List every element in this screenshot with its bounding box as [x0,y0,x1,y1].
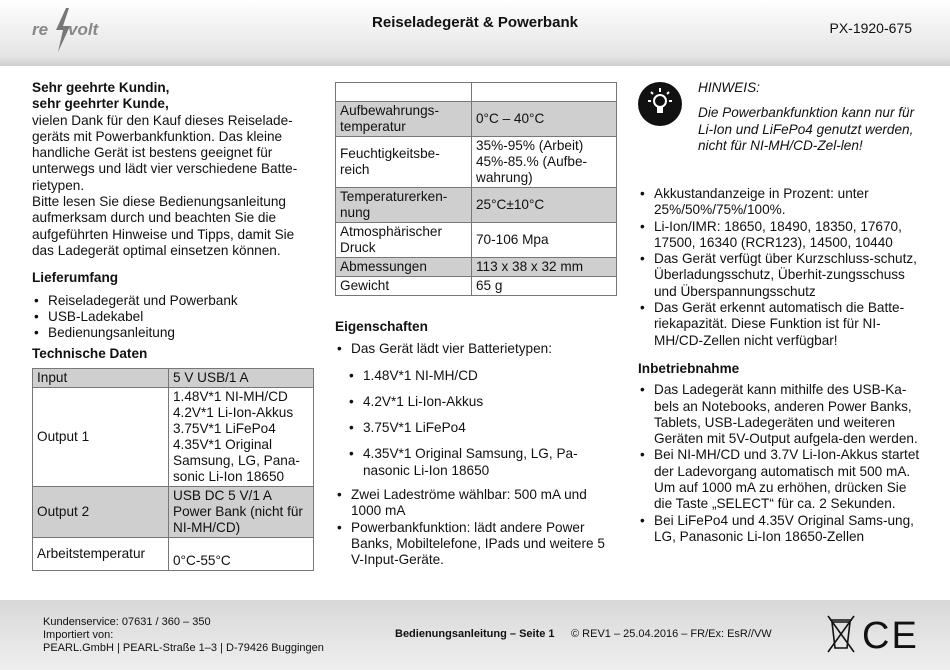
tech-heading: Technische Daten [32,346,148,362]
column-left [32,80,314,571]
revision-info: © REV1 – 25.04.2016 – FR/Ex: EsR//VW [571,628,772,640]
document-title: Reiseladegerät & Powerbank [372,14,578,31]
table-value: 70-106 Mpa [472,223,617,258]
list-item: • Reiseladegerät und Powerbank [32,293,314,309]
properties-list [335,341,617,357]
list-item: • 4.2V*1 Li-Ion-Akkus [347,394,605,410]
column-right [638,80,920,545]
lightbulb-icon [638,82,682,126]
table-value: 0°C-55°C [169,537,314,570]
list-item: • Das Gerät lädt vier Batterietypen: [335,341,617,357]
table-key: Input [33,368,169,387]
table-key: Atmosphärischer Druck [336,223,472,258]
table-value: USB DC 5 V/1 A Power Bank (nicht für NI-MH/CD) [169,486,314,537]
list-item: • Bei NI-MH/CD und 3.7V Li-Ion-Akkus startet der Ladevorgang automatisch mit 500 mA. Um auf 1000 mA zu erhöhen, drücken Sie die Taste „SELECT“ für ca. 2 Sekunden. [638,447,920,512]
list-item: • Das Ladegerät kann mithilfe des USB-Ka-bels an Notebooks, anderen Power Banks, Tablets, USB-Ladegeräten und weiteren Geräten mit 5V-Output aufgela-den werden. [638,382,920,447]
table-row [336,102,617,137]
list-item: • Powerbankfunktion: lädt andere Power Banks, Mobiltelefone, IPads und weitere 5 V-Input-Geräte. [335,520,617,569]
list-item: • Bei LiFePo4 und 4.35V Original Sams-ung, LG, Panasonic Li-Ion 18650-Zellen [638,513,920,546]
list-item: • Bedienungsanleitung [32,325,314,341]
table-key: Output 1 [33,387,169,486]
intro-paragraph: vielen Dank für den Kauf dieses Reiselade-geräts mit Powerbankfunktion. Das kleine handliche Gerät ist bestens geeignet für unterwegs und lädt vier verschiedene Batte-rietypen. [32,112,298,193]
table-key: Abmessungen [336,258,472,277]
table-key: Aufbewahrungs-temperatur [336,102,472,137]
greeting-line-2: sehr geehrter Kunde, [32,96,169,112]
table-value: 35%-95% (Arbeit) 45%-85.% (Aufbe-wahrung) [472,137,617,188]
logo-text-re: re [32,20,49,39]
table-value [472,83,617,102]
table-key [336,83,472,102]
table-row [336,223,617,258]
hint-text: Die Powerbankfunktion kann nur für Li-Ion und LiFePo4 genutzt werden, nicht für NI-MH/CD-Zel-len! [698,105,915,153]
table-row [336,137,617,188]
table-row [33,537,314,570]
table-key: Feuchtigkeitsbe-reich [336,137,472,188]
logo-text-volt: volt [68,20,99,39]
hint-box [638,80,920,180]
page-number: Bedienungsanleitung – Seite 1 [395,628,555,640]
scope-heading: Lieferumfang [32,270,119,286]
ce-mark: CE [862,615,919,654]
greeting-line-1: Sehr geehrte Kundin, [32,80,170,95]
table-value: 5 V USB/1 A [169,368,314,387]
table-key: Gewicht [336,277,472,296]
company-address: PEARL.GmbH | PEARL-Straße 1–3 | D-79426 Buggingen [43,642,324,654]
table-value: 113 x 38 x 32 mm [472,258,617,277]
table-row [33,368,314,387]
list-item: • 3.75V*1 LiFePo4 [347,420,605,436]
compliance-marks [826,614,921,659]
table-key: Arbeitstemperatur [33,537,169,570]
table-value: 65 g [472,277,617,296]
page-header [0,0,950,66]
battery-type-list [347,368,605,479]
table-value: 0°C – 40°C [472,102,617,137]
list-item: • Li-Ion/IMR: 18650, 18490, 18350, 17670, 17500, 16340 (RCR123), 14500, 10440 [638,219,920,252]
table-row [33,486,314,537]
intro-paragraph-2: Bitte lesen Sie diese Bedienungsanleitung aufmerksam durch und beachten Sie die aufgeführten Hinweise und Tipps, damit Sie das Ladegerät optimal einsetzen können. [32,194,295,258]
startup-list [638,382,920,545]
table-row [336,188,617,223]
page-footer [0,600,950,670]
table-row [336,83,617,102]
list-item: • Das Gerät verfügt über Kurzschluss-schutz, Überladungsschutz, Überhit-zungsschuss und Überspannungsschutz [638,251,920,300]
footer-contact [43,616,324,655]
weee-bin-icon [828,616,854,652]
table-key: Output 2 [33,486,169,537]
properties-list-more [335,487,617,568]
product-code: PX-1920-675 [829,20,912,36]
table-row [336,258,617,277]
list-item: • Das Gerät erkennt automatisch die Batte-riekapazität. Diese Funktion ist für NI-MH/CD-Zellen nicht verfügbar! [638,300,920,349]
list-item: • Akkustandanzeige in Prozent: unter 25%/50%/75%/100%. [638,186,920,219]
tech-table-continued [335,82,617,296]
list-item: • 1.48V*1 NI-MH/CD [347,368,605,384]
table-key: Temperaturerken-nung [336,188,472,223]
list-item: • USB-Ladekabel [32,309,314,325]
hint-text-block [698,80,920,154]
hint-title: HINWEIS: [698,80,760,95]
list-item: • 4.35V*1 Original Samsung, LG, Pa-nasonic Li-Ion 18650 [347,446,605,479]
table-row [33,387,314,486]
imported-by-label: Importiert von: [43,629,114,641]
table-value: 1.48V*1 NI-MH/CD 4.2V*1 Li-Ion-Akkus 3.75V*1 LiFePo4 4.35V*1 Original Samsung, LG, Pana-sonic Li-Ion 18650 [169,387,314,486]
customer-service: Kundenservice: 07631 / 360 – 350 [43,616,211,628]
tech-table [32,368,314,571]
startup-heading: Inbetriebnahme [638,360,740,376]
table-value: 25°C±10°C [472,188,617,223]
table-row [336,277,617,296]
feature-list [638,186,920,349]
properties-heading: Eigenschaften [335,319,428,334]
column-middle [335,82,617,569]
scope-list [32,293,314,342]
list-item: • Zwei Ladeströme wählbar: 500 mA und 1000 mA [335,487,617,520]
